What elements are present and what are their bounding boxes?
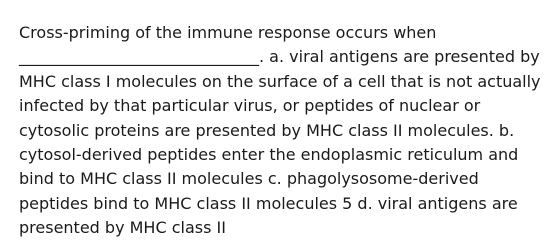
question-text: Cross-priming of the immune response occurs when ______________________________. a. viral antigens are presented by MHC class I molecules on the surface of a cell that is not actually infected by that particular virus, or peptides of nuclear or cytosolic proteins are presented by MHC class II molecules. b. cytosol-derived peptides enter the endoplasmic reticulum and bind to MHC class II molecules c. phagolysosome-derived peptides bind to MHC class II molecules 5 d. viral antigens are presented by MHC class II [19,23,541,238]
